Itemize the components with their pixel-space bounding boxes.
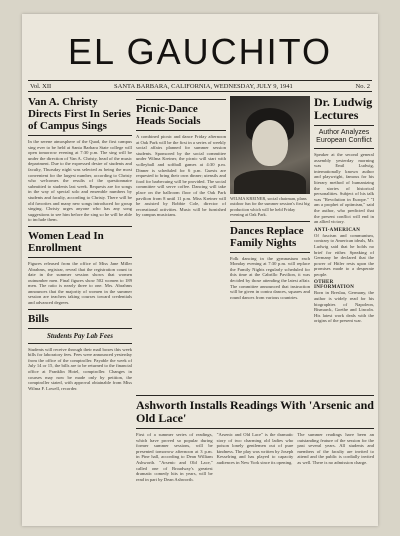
photo-caption: WILMA KREINER, social chairman, plans outdoor fun for the summer session's first big production which will be held Friday evening at Oak Park. (230, 196, 310, 218)
bills-headline: Bills (28, 312, 49, 325)
portrait-photo (230, 96, 310, 194)
ashworth-headline: Ashworth Installs Readings With 'Arsenic and Old Lace' (136, 398, 374, 425)
ashworth-body-a: First of a summer series of readings, which have proved so popular during former summer sessions, will be presented tomorrow afternoon at 3 p.m. in Pine hall, according to Dean William Ashworth. "Arsenic and Old Lace," called one of Broadway's greatest dramatic comedy hits in years, will be read in part by Dean Ashworth. (136, 432, 213, 482)
divider (230, 221, 310, 222)
divider (28, 226, 132, 227)
divider (136, 428, 374, 429)
place-date: SANTA BARBARA, CALIFORNIA, WEDNESDAY, JULY 9, 1941 (114, 82, 293, 90)
divider (28, 309, 132, 310)
ludwig-body-anti: Of fascism and communism, contrary to American ideals, Mr. Ludwig said that he holds no brief for either. Speaking of Germany he declared that the power of Hitler rests upon the promises made to a desperate people. (314, 232, 374, 277)
divider (136, 130, 226, 131)
ashworth-body-columns (136, 432, 374, 482)
divider (314, 125, 374, 126)
christy-body: In the serene atmosphere of the Quad, the first campus sing ever to be held at Santa Barbara State college will open tomorrow evening at 7:30 p.m. The sing will be under the direction of Van A. Christy, head of the music department. Due to the expressed desire of students and faculty, Thursday night was selected as being the most convenient for the largest number, according to Christy who welcomes the results of the questionnaire submitted to students last week. Requests are for songs in the way of special solo and ensemble numbers by students and faculty, according to Christy. There will be old favorites and many new songs introduced for group singing. Christy urges anyone who has any song suggestions to see him before the sing so he will be able to include them. (28, 139, 132, 223)
ashworth-story (136, 392, 374, 482)
newspaper-page (22, 14, 378, 526)
divider (28, 328, 132, 329)
divider (136, 99, 226, 100)
dances-body: Folk dancing in the gymnasium each Monday evening at 7:30 p.m. will replace the Family Nights regularly scheduled for this time at the Cabrillo Pavilion, it was decided by those attending the latest affair. The committee announced that instruction will be given in contra dances, squares and round dances from various countries. (230, 255, 310, 300)
photo-face-shape (252, 120, 288, 166)
ashworth-body-c: The summer readings have been an outstanding feature of the session for the past several years. All students and members of the faculty are invited to attend and the public is cordially invited as well. There is no admission charge. (297, 432, 375, 465)
dances-headline: Dances Replace Family Nights (230, 224, 304, 249)
ashworth-body-b: "Arsenic and Old Lace" is the dramatic story of two charming old ladies who poison lonely gentlemen out of pure kindness. The play was written by Joseph Kesselring and has played to capacity audiences in New York since its opening. (216, 432, 294, 465)
bills-body: Students will receive through their mail boxes this week bills for laboratory fees. Fees were announced yesterday from the office of the comptroller. Payable the week of July 14 or 15, the bills are to be returned to the financial office at Franklin Hotel, comptroller. Changes in courses may now be made only by petition, the comptroller stated, with approval obtainable from Miss Wilma F. Lowell, recorder. (28, 346, 132, 391)
column-2 (136, 96, 226, 388)
column-3 (230, 96, 310, 388)
divider (230, 252, 310, 253)
divider (28, 343, 132, 344)
picnic-headline: Picnic-Dance Heads Socials (136, 103, 201, 127)
ludwig-headline: Dr. Ludwig Lectures (314, 96, 373, 122)
ludwig-subhead: Author Analyzes European Conflict (316, 129, 372, 144)
ludwig-body: Speaker at the second general assembly yesterday morning was Emil Ludwig, internationally known author and playwright, famous for his literary method of humanizing the stories of historical personalities. Subject of his talk was "Revolution in Europe." "I am a prophet of optimism," said the author, who predicted that the present conflict will end in an allied victory. (314, 152, 374, 225)
divider (28, 135, 132, 136)
ludwig-body-info: Born in Breslau, Germany, the author is widely read for his biographies of Napoleon, Bismarck, Goethe and Lincoln. His latest work deals with the origins of the present war. (314, 290, 374, 324)
divider (136, 395, 374, 396)
divider (28, 257, 132, 258)
column-1 (28, 96, 132, 522)
volume-label: Vol. XII (30, 82, 52, 90)
masthead: EL GAUCHITO (67, 31, 333, 72)
bills-subhead: Students Pay Lab Fees (47, 331, 113, 340)
photo-shoulders-shape (234, 170, 306, 194)
women-body: Figures released from the office of Miss Jane Miller Abrahms, registrar, reveal that the registration count to date in the summer session shows that women outnumber men. Final figures show 502 women to 189 men. The ratio is nearly three to one. Mrs. Abrahms announces that the majority of women in the summer session are teachers taking courses toward credentials and advanced degrees. (28, 260, 132, 306)
ludwig-section-anti: ANTI-AMERICAN (314, 227, 361, 233)
picnic-body: A combined picnic and dance Friday afternoon at Oak Park will be the first in a series of weekly social affairs planned for summer session students. Sponsored by the social committee under Wilma Kreiner, the picnic will start with volleyball and softball games at 4:30 p.m. Dinner is scheduled for 6 p.m. Guests are requested to bring their own dinner; utensils and food for barbecuing will be provided. The social committee will serve coffee. Dancing will take place on the ballroom floor of the Oak Park pavilion from 8 until 11 p.m. Miss Kreiner will be assisted by Bobbie Cole, director of recreational activities. Music will be furnished by campus musicians. (136, 134, 226, 218)
women-headline: Women Lead In Enrollment (28, 229, 104, 254)
issue-number: No. 2 (355, 82, 370, 90)
christy-headline: Van A. Christy Directs First In Series of Campus Sings (28, 96, 131, 132)
divider (314, 148, 374, 149)
ludwig-section-info: OTHER INFORMATION (314, 280, 355, 291)
dateline (28, 80, 372, 92)
